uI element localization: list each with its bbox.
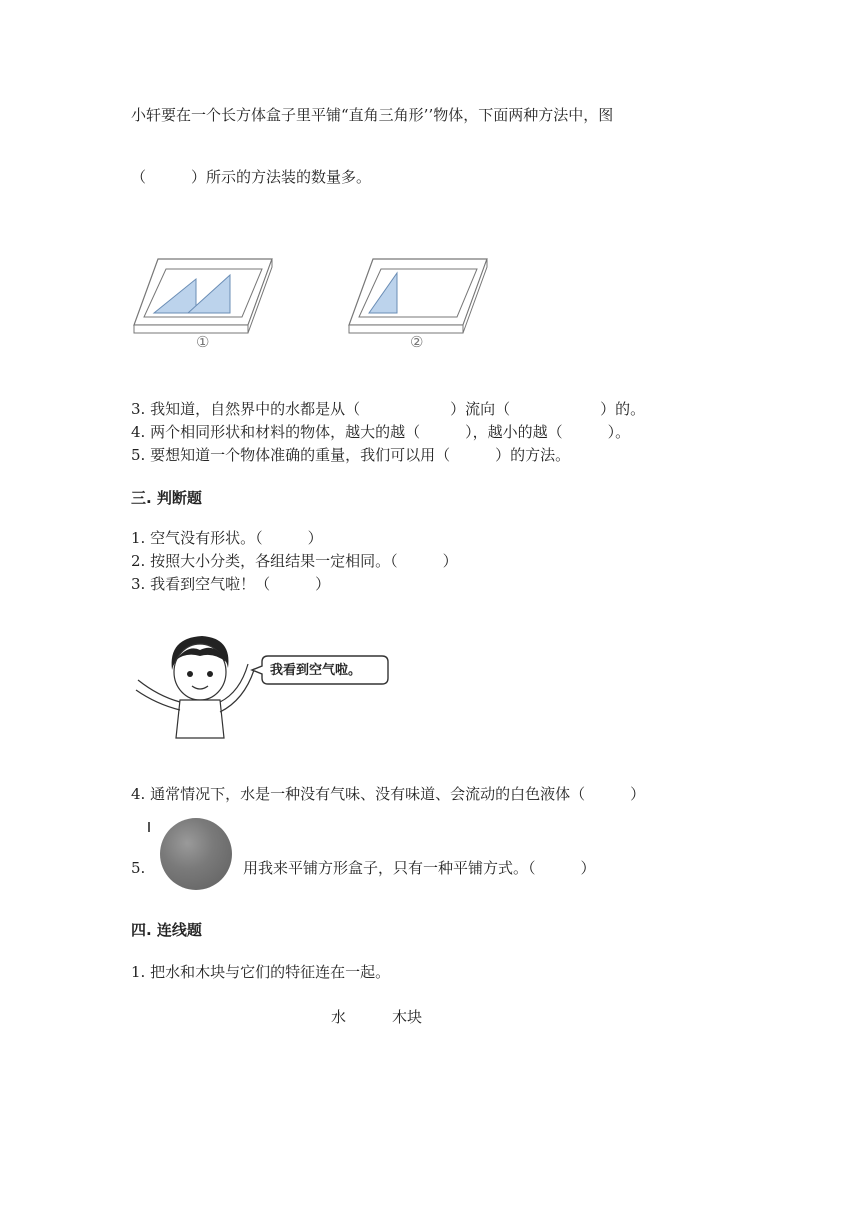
judge-item-2: 2. 按照大小分类，各组结果一定相同。（ ） bbox=[131, 552, 458, 570]
mark-tick bbox=[148, 822, 150, 832]
matching-item-1: 1. 把水和木块与它们的特征连在一起。 bbox=[131, 963, 391, 981]
fill-item-4: 4. 两个相同形状和材料的物体，越大的越（ ），越小的越（ ）。 bbox=[131, 423, 631, 441]
figure-1-label: ① bbox=[196, 333, 210, 351]
matching-left-label: 水 bbox=[331, 1008, 347, 1026]
fill-item-5: 5. 要想知道一个物体准确的重量，我们可以用（ ）的方法。 bbox=[131, 446, 571, 464]
judge-item-4: 4. 通常情况下，水是一种没有气味、没有味道、会流动的白色液体（ ） bbox=[131, 785, 646, 803]
ball-image bbox=[160, 818, 232, 890]
boy-illustration bbox=[128, 630, 268, 740]
section-4-title: 四. 连线题 bbox=[131, 921, 202, 939]
figure-2-label: ② bbox=[410, 333, 424, 351]
question-2-text-line1: 小轩要在一个长方体盒子里平铺“直角三角形’’物体，下面两种方法中，图 bbox=[131, 106, 614, 124]
judge-item-5-text: 用我来平铺方形盒子，只有一种平铺方式。（ ） bbox=[243, 859, 596, 877]
fill-item-3: 3. 我知道，自然界中的水都是从（ ）流向（ ）的。 bbox=[131, 400, 646, 418]
question-2-text-line2: （ ）所示的方法装的数量多。 bbox=[131, 168, 372, 186]
judge-item-3: 3. 我看到空气啦！（ ） bbox=[131, 575, 331, 593]
judge-item-5-number: 5. bbox=[131, 859, 146, 877]
matching-right-label: 木块 bbox=[392, 1008, 423, 1026]
speech-bubble-text: 我看到空气啦。 bbox=[270, 663, 362, 678]
judge-item-1: 1. 空气没有形状。（ ） bbox=[131, 529, 323, 547]
section-3-title: 三. 判断题 bbox=[131, 489, 202, 507]
